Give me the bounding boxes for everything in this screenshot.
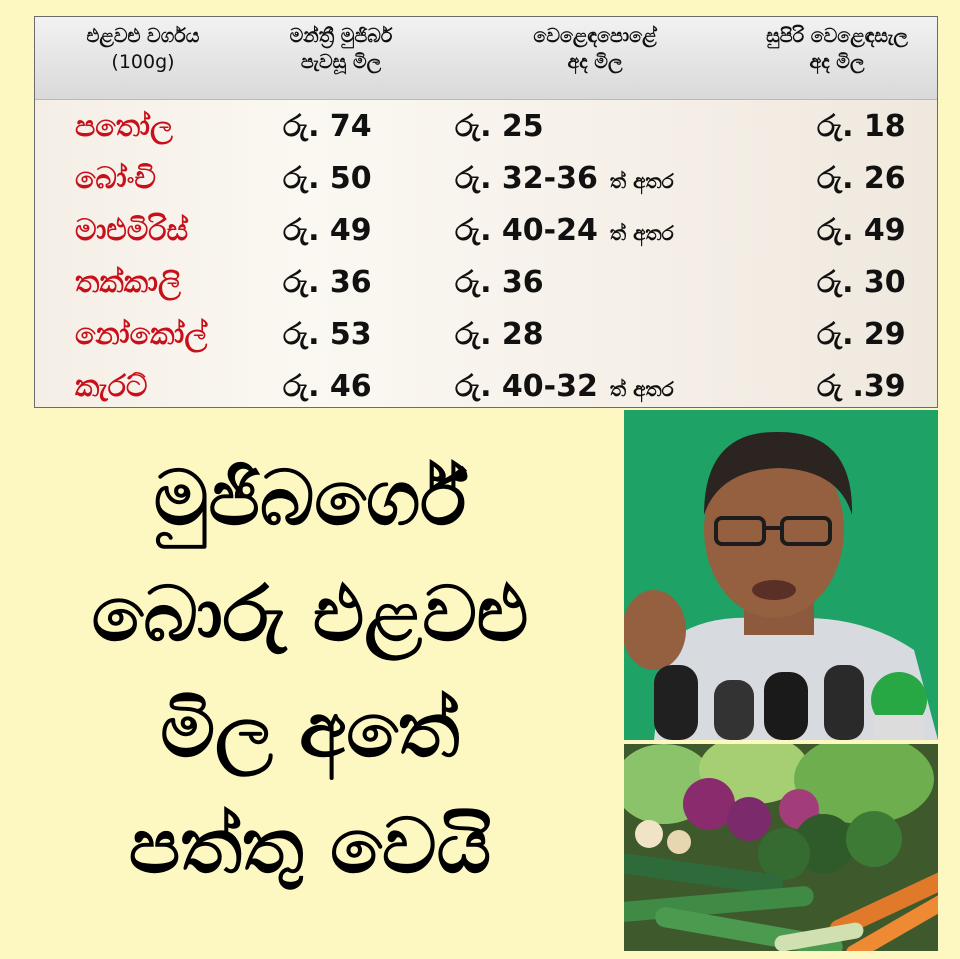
market-price: රු. 32-36 ත් අතර [455, 161, 674, 196]
politician-photo [624, 410, 938, 740]
header-supermarket-price: සුපිරි වෙළෙඳසැල අද මිල [766, 25, 908, 73]
table-row [35, 153, 937, 205]
market-price: රු. 28 [455, 317, 544, 352]
header-mp-price: මන්ත්‍රී මුජිබර් පැවසූ මිල [289, 25, 393, 73]
supermarket-price: රු .39 [817, 369, 906, 404]
header-vegetable-type: එළවළු වර්ගය (100g) [86, 25, 200, 73]
supermarket-price: රු. 18 [817, 109, 906, 144]
supermarket-price: රු. 49 [817, 213, 906, 248]
table-row [35, 257, 937, 309]
vegetable-name: කැරට් [75, 369, 148, 404]
vegetable-name: නෝකෝල් [75, 317, 208, 352]
market-price: රු. 25 [455, 109, 544, 144]
table-row [35, 205, 937, 257]
market-price: රු. 36 [455, 265, 544, 300]
mp-price: රු. 50 [283, 161, 372, 196]
vegetables-photo [624, 744, 938, 951]
table-header [35, 17, 937, 100]
supermarket-price: රු. 29 [817, 317, 906, 352]
price-comparison-table [34, 16, 938, 408]
supermarket-price: රු. 26 [817, 161, 906, 196]
supermarket-price: රු. 30 [817, 265, 906, 300]
vegetable-name: පතෝල [75, 109, 173, 144]
vegetable-name: තක්කාලි [75, 265, 181, 300]
table-row [35, 361, 937, 408]
header-market-price: වෙළෙඳපොළේ අද මිල [533, 25, 657, 73]
vegetable-name: බෝංචි [75, 161, 156, 196]
table-row [35, 101, 937, 153]
vegetable-name: මාළුමිරිස් [75, 213, 189, 248]
market-price: රු. 40-32 ත් අතර [455, 369, 674, 404]
mp-price: රු. 36 [283, 265, 372, 300]
mp-price: රු. 49 [283, 213, 372, 248]
market-price: රු. 40-24 ත් අතර [455, 213, 674, 248]
headline: මුජිබර්ගේ බොරු එළවළු මිල අතේ පත්තු වෙයි [91, 453, 529, 890]
table-row [35, 309, 937, 361]
mp-price: රු. 53 [283, 317, 372, 352]
mp-price: රු. 46 [283, 369, 372, 404]
mp-price: රු. 74 [283, 109, 372, 144]
